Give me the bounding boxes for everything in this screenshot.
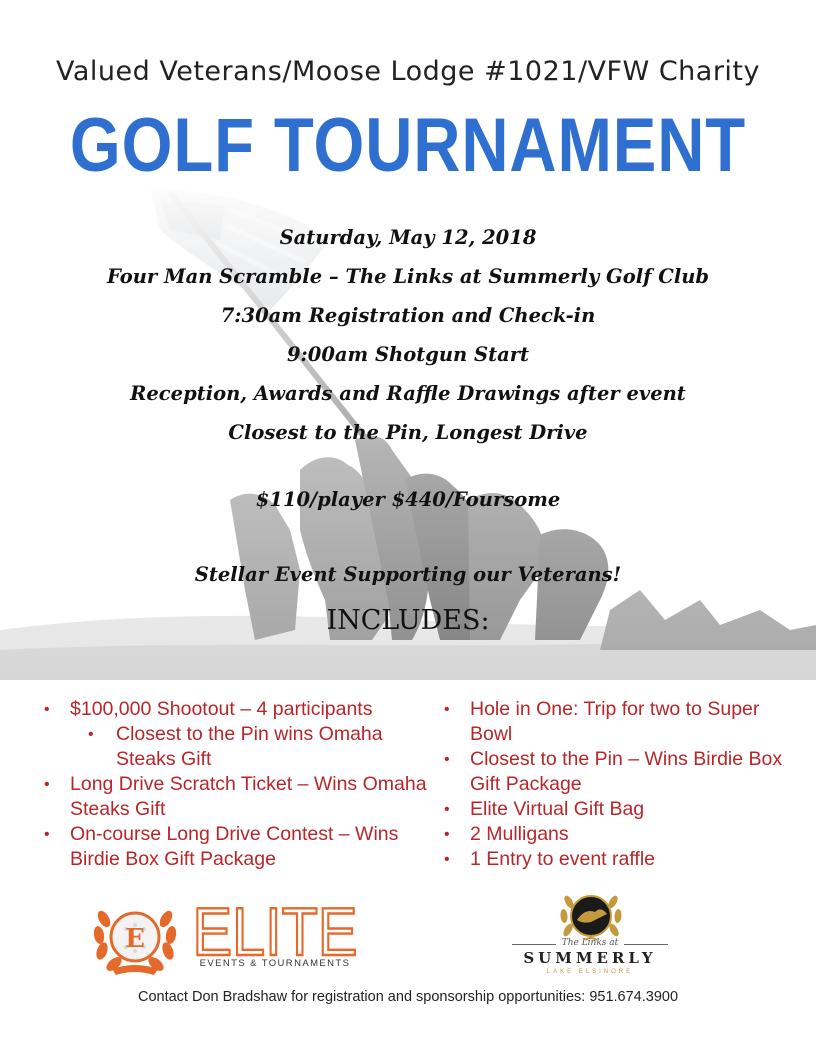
price-info: $110/player $440/Foursome [255,488,561,511]
list-item: • Elite Virtual Gift Bag [438,797,788,822]
tagline: Stellar Event Supporting our Veterans! [194,563,622,586]
links-small-text: The Links at [561,938,619,948]
sub-list [70,722,438,772]
list-item: • 2 Mulligans [438,822,788,847]
event-date: Saturday, May 12, 2018 [279,226,537,249]
event-format: Four Man Scramble – The Links at Summerly Golf Club [106,265,710,288]
summerly-name: SUMMERLY [523,949,657,967]
contact-info: Contact Don Bradshaw for registration and sponsorship opportunities: 951.674.3900 [137,989,679,1005]
elite-laurel-logo-icon [90,897,180,977]
reception-info: Reception, Awards and Raffle Drawings after event [130,382,686,405]
list-item: • $100,000 Shootout – 4 participants • Closest to the Pin wins Omaha Steaks Gift [38,697,438,772]
registration-time: 7:30am Registration and Check-in [220,304,596,327]
page-title: GOLF TOURNAMENT [69,103,747,188]
svg-text:ELITE: ELITE [192,897,358,959]
list-item: • Closest to the Pin – Wins Birdie Box Gift Package [438,747,788,797]
list-item: • 1 Entry to event raffle [438,847,788,872]
includes-list-right [438,697,788,872]
event-subtitle: Valued Veterans/Moose Lodge #1021/VFW Charity [55,56,760,87]
shotgun-start-time: 9:00am Shotgun Start [286,343,530,366]
includes-heading: INCLUDES: [326,605,490,636]
summerly-location: LAKE ELSINORE [546,969,634,975]
divider [624,944,668,945]
list-item: • Closest to the Pin wins Omaha Steaks Gift [70,722,438,772]
elite-subtitle: EVENTS & TOURNAMENTS [199,958,351,969]
list-item: • Long Drive Scratch Ticket – Wins Omaha Steaks Gift [38,772,438,822]
elite-wordmark [190,897,360,959]
includes-list-left [38,697,438,872]
elite-badge-letter: E [125,924,145,954]
summerly-crest-icon [555,884,627,946]
list-item: • Hole in One: Trip for two to Super Bowl [438,697,788,747]
contests-info: Closest to the Pin, Longest Drive [228,421,588,444]
event-details [0,218,816,452]
list-item: • On-course Long Drive Contest – Wins Birdie Box Gift Package [38,822,438,872]
